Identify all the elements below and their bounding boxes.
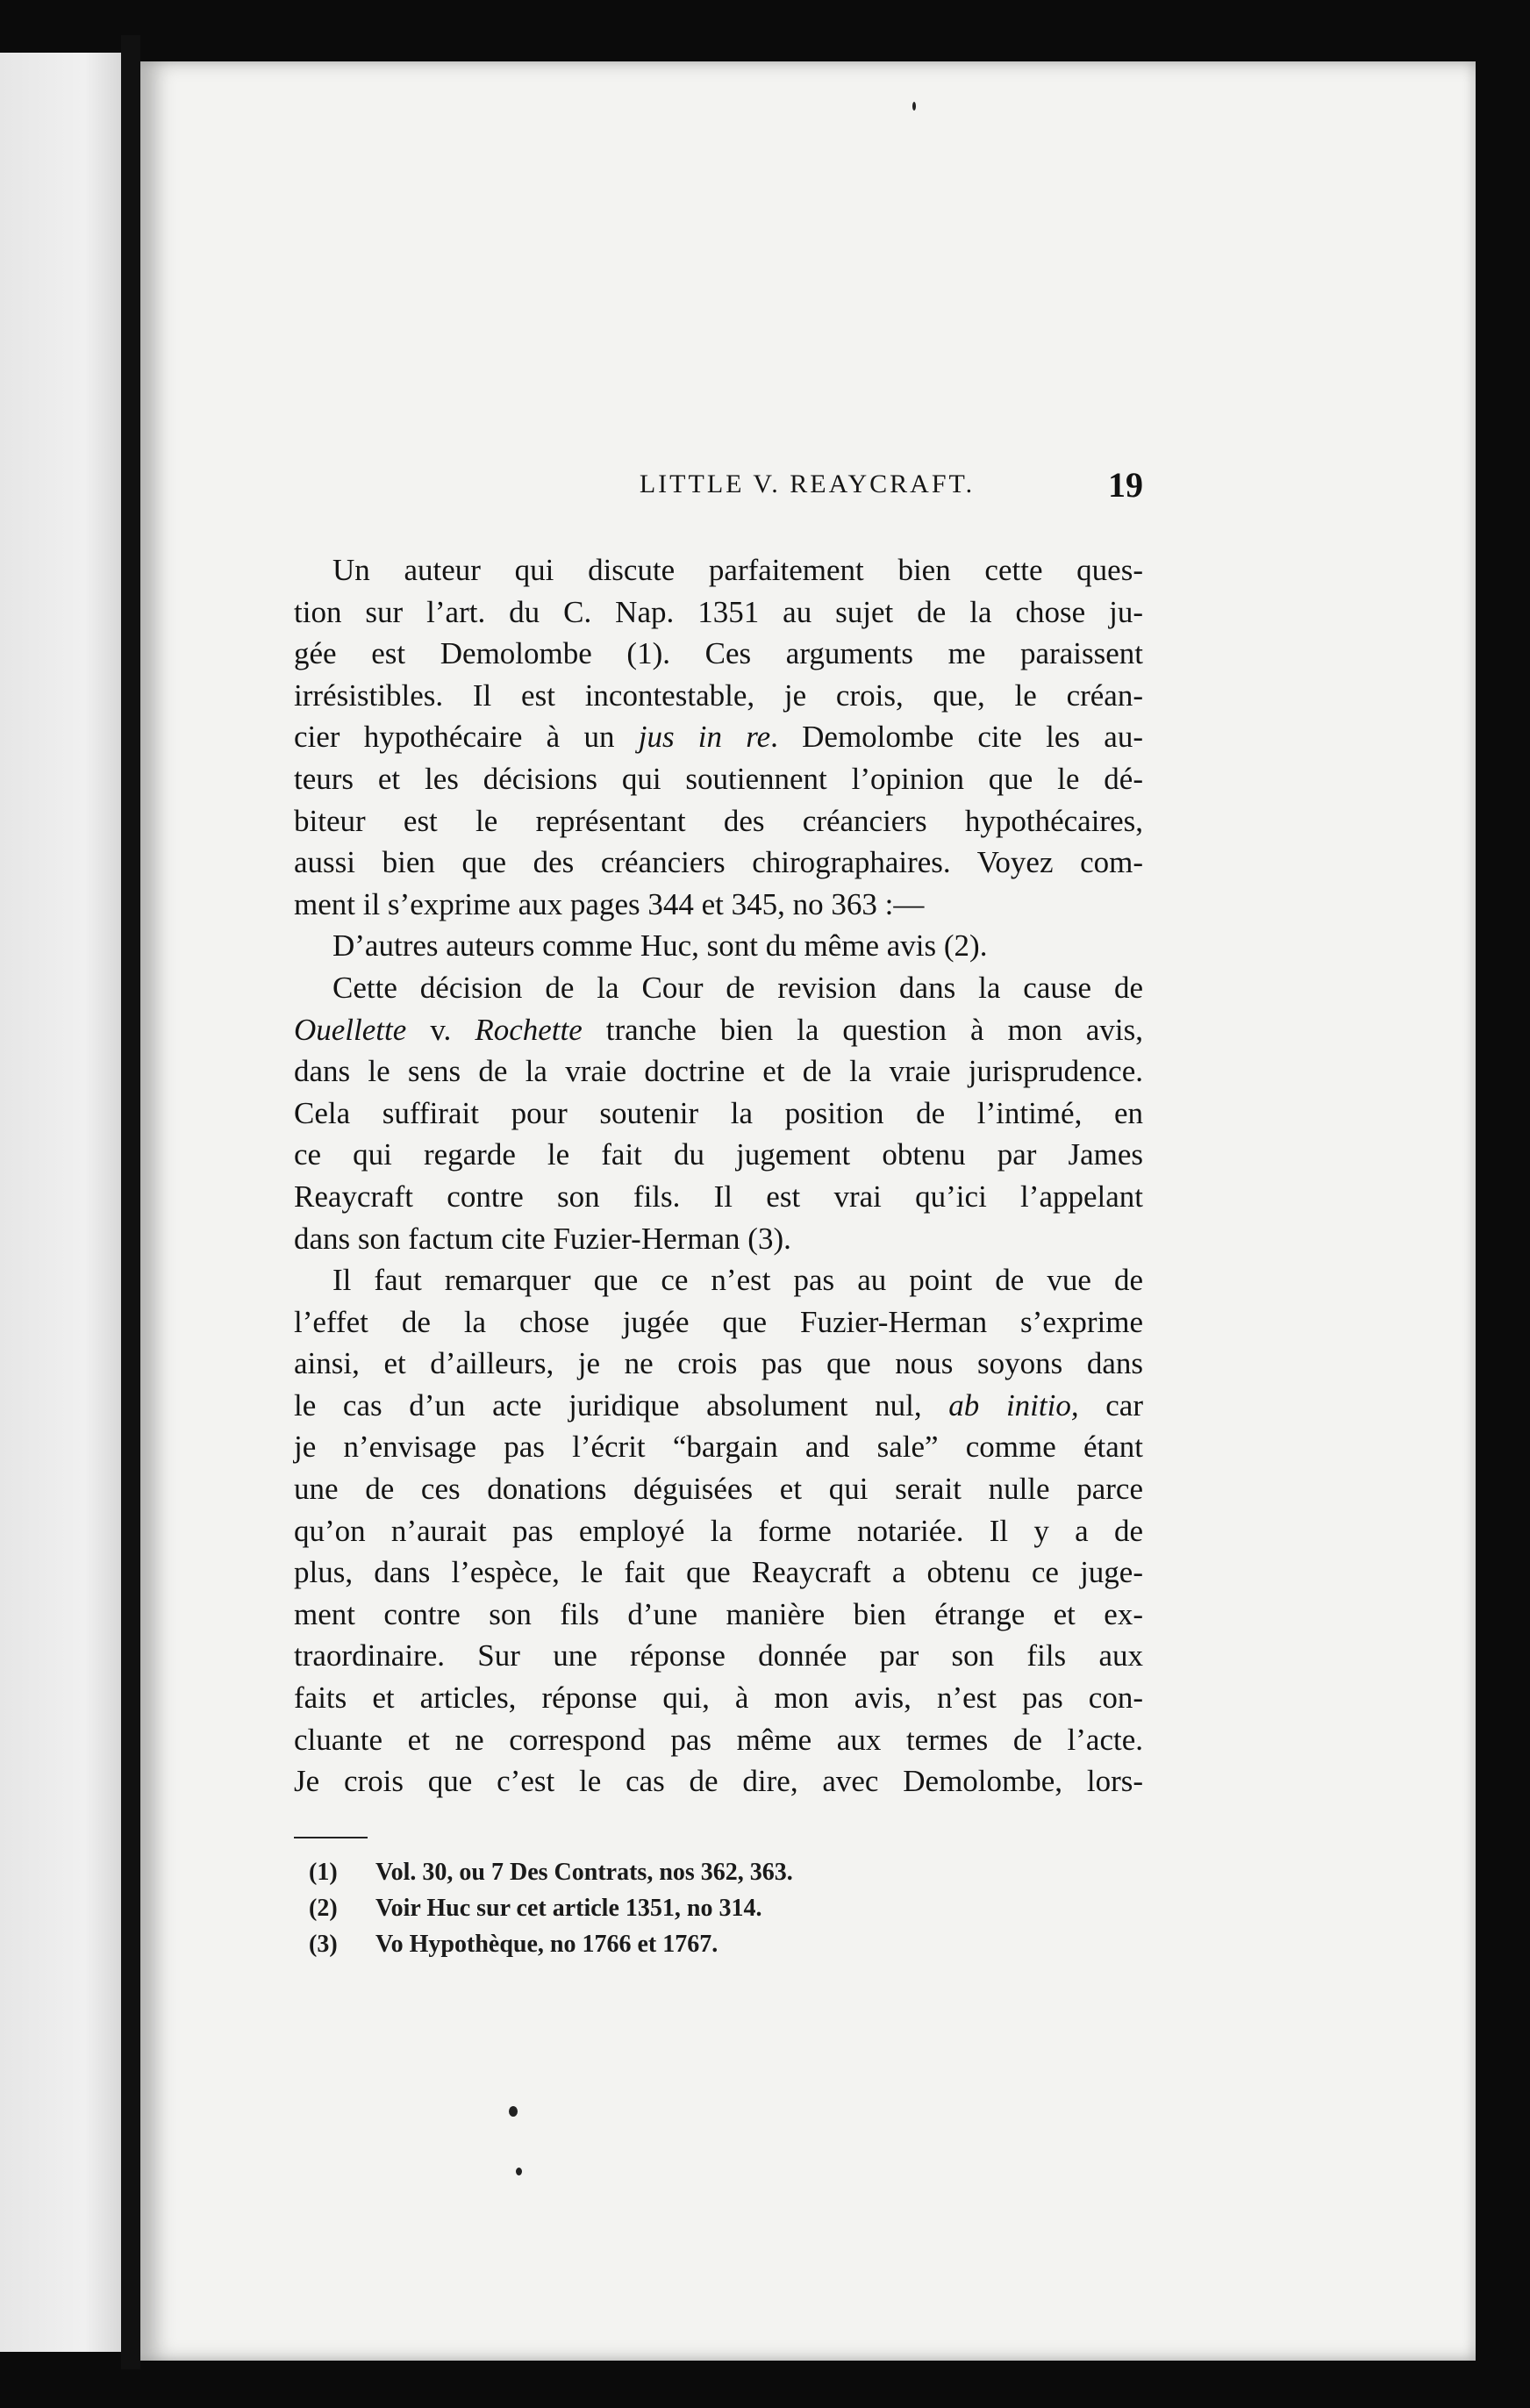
- line-11-b: tranche bien la question à mon avis,: [582, 1012, 1143, 1047]
- line-4-a: cier hypothécaire à un: [294, 720, 639, 755]
- footnotes: [309, 1854, 1098, 1962]
- text-line: tion sur l’art. du C. Nap. 1351 au sujet de la chose ju-: [294, 594, 1143, 629]
- line-20-a: le cas d’un acte juridique absolument nul,: [294, 1387, 949, 1423]
- footnote: [309, 1890, 1098, 1926]
- footnote-rule: [294, 1837, 368, 1838]
- text-line: faits et articles, réponse qui, à mon avis, n’est pas con-: [294, 1681, 1143, 1716]
- footnote-mark: (2): [309, 1895, 338, 1922]
- text-line: aussi bien que des créanciers chirographaires. Voyez com-: [294, 845, 1143, 880]
- text-line: Reaycraft contre son fils. Il est vrai qu’ici l’appelant: [294, 1179, 1143, 1214]
- text-line: irrésistibles. Il est incontestable, je crois, que, le créan-: [294, 677, 1143, 713]
- page-number: 19: [1108, 465, 1143, 505]
- footnote: [309, 1926, 1098, 1962]
- text-line: biteur est le représentant des créanciers hypothécaires,: [294, 803, 1143, 838]
- italic-rochette: Rochette: [475, 1012, 583, 1047]
- italic-jus-in-re: jus in re: [638, 720, 771, 755]
- text-line: [294, 1009, 1143, 1051]
- footnote-text: Voir Huc sur cet article 1351, no 314.: [375, 1895, 762, 1922]
- footnote-text: Vo Hypothèque, no 1766 et 1767.: [375, 1931, 719, 1958]
- text-line: [294, 716, 1143, 758]
- running-title: LITTLE V. REAYCRAFT.: [639, 469, 976, 498]
- footnote-mark: (3): [309, 1931, 338, 1958]
- text-line: dans le sens de la vraie doctrine et de la vraie jurisprudence.: [294, 1054, 1143, 1089]
- italic-ab-initio: ab initio,: [948, 1387, 1079, 1423]
- text-line: dans son factum cite Fuzier-Herman (3).: [294, 1221, 791, 1256]
- text-line: cluante et ne correspond pas même aux termes de l’acte.: [294, 1722, 1143, 1757]
- text-line: l’effet de la chose jugée que Fuzier-Herman s’exprime: [294, 1304, 1143, 1339]
- text-line: Un auteur qui discute parfaitement bien cette ques-: [332, 553, 1143, 587]
- page-header: [140, 465, 1476, 513]
- text-line: je n’envisage pas l’écrit “bargain and sale” comme étant: [294, 1430, 1143, 1465]
- line-4-b: . Demolombe cite les au-: [770, 720, 1143, 755]
- footnote: [309, 1854, 1098, 1890]
- text-line: Cette décision de la Cour de revision dans la cause de: [332, 970, 1143, 1005]
- text-line: D’autres auteurs comme Huc, sont du même avis (2).: [332, 928, 988, 964]
- text-line: teurs et les décisions qui soutiennent l’opinion que le dé-: [294, 761, 1143, 796]
- text-line: une de ces donations déguisées et qui serait nulle parce: [294, 1472, 1143, 1507]
- text-line: [294, 1385, 1143, 1427]
- line-20-b: car: [1078, 1387, 1143, 1423]
- text-line: ce qui regarde le fait du jugement obtenu par James: [294, 1137, 1143, 1172]
- line-11-a: v.: [406, 1012, 475, 1047]
- text-line: qu’on n’aurait pas employé la forme notariée. Il y a de: [294, 1513, 1143, 1548]
- ink-speck: [516, 2168, 522, 2175]
- previous-page-edge: [0, 53, 121, 2352]
- book-gutter: [121, 35, 140, 2369]
- text-line: gée est Demolombe (1). Ces arguments me paraissent: [294, 636, 1143, 671]
- text-line: Je crois que c’est le cas de dire, avec Demolombe, lors-: [294, 1764, 1143, 1799]
- text-line: Cela suffirait pour soutenir la position de l’intimé, en: [294, 1095, 1143, 1130]
- body-text: [294, 549, 1143, 1802]
- book-page: [140, 61, 1476, 2361]
- italic-ouellette: Ouellette: [294, 1012, 407, 1047]
- footnote-mark: (1): [309, 1859, 338, 1886]
- text-line: traordinaire. Sur une réponse donnée par son fils aux: [294, 1638, 1143, 1673]
- text-line: ment contre son fils d’une manière bien étrange et ex-: [294, 1596, 1143, 1631]
- ink-speck: [912, 102, 916, 111]
- text-line: Il faut remarquer que ce n’est pas au point de vue de: [332, 1263, 1143, 1298]
- text-line: ainsi, et d’ailleurs, je ne crois pas que nous soyons dans: [294, 1346, 1143, 1381]
- text-line: plus, dans l’espèce, le fait que Reaycraft a obtenu ce juge-: [294, 1555, 1143, 1590]
- ink-speck: [509, 2106, 518, 2117]
- text-line: ment il s’exprime aux pages 344 et 345, no 363 :—: [294, 886, 925, 921]
- footnote-text: Vol. 30, ou 7 Des Contrats, nos 362, 363.: [375, 1859, 793, 1886]
